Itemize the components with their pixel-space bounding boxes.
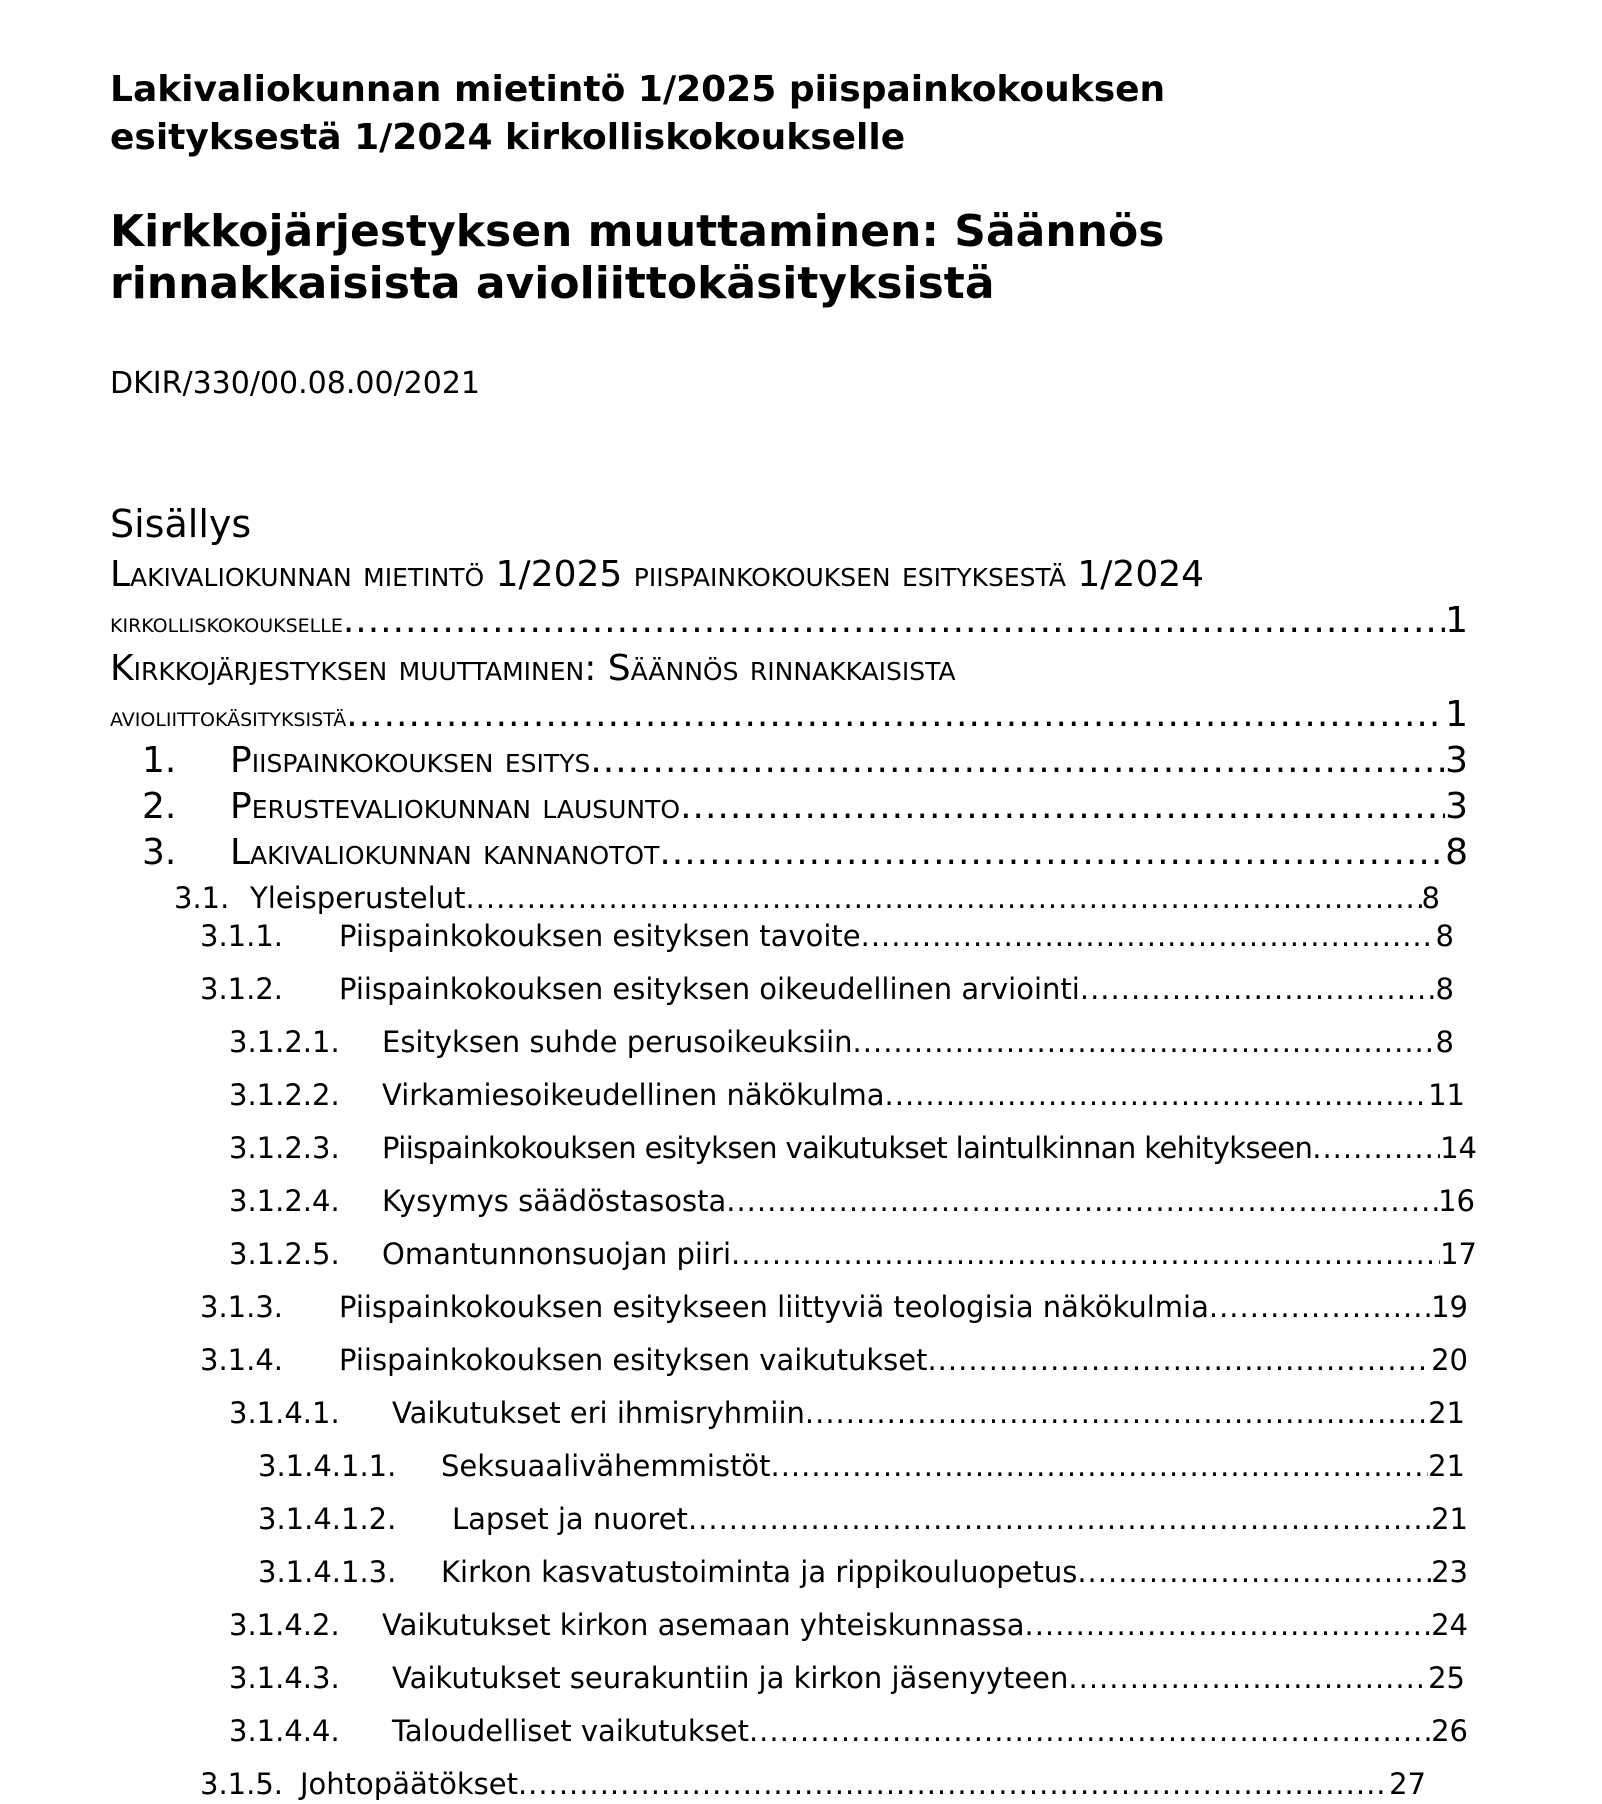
toc-item-3-1-4-2[interactable]: 3.1.4.2. Vaikutukset kirkon asemaan yhteiskunnassa ..... 24 [229,1605,1468,1645]
toc-entry-a-page: 1 [1445,600,1468,641]
toc-item-3[interactable]: 3. Lakivaliokunnan kannanotot ..... 8 [142,830,1468,876]
toc-leader-dots [659,830,1445,876]
report-title-line1: Lakivaliokunnan mietintö 1/2025 piispainkokouksen [110,69,1166,110]
toc-leader-dots [1209,1287,1431,1327]
toc-item-3-1-4-1[interactable]: 3.1.4.1. Vaikutukset eri ihmisryhmiin ..... 21 [229,1393,1465,1433]
toc-entry-a-line2-row[interactable] [110,598,1468,647]
toc-leader-dots [518,1764,1389,1804]
toc-item-3-1-1[interactable]: 3.1.1. Piispainkokouksen esityksen tavoite ..... 8 [200,916,1454,956]
toc-leader-dots [680,784,1445,830]
report-title-line2: esityksestä 1/2024 kirkolliskokoukselle [110,117,906,158]
toc-item-3-1-3[interactable]: 3.1.3. Piispainkokouksen esitykseen liittyviä teologisia näkökulmia ..... 19 [200,1287,1468,1327]
toc-title: Sisällys [110,502,252,546]
toc-item-3-1-5[interactable]: 3.1.5. Johtopäätökset ..... 27 [200,1764,1426,1804]
toc-leader-dots [590,738,1445,784]
toc-entry-a-line2: kirkolliskokoukselle [110,608,343,639]
toc-leader-dots [749,1711,1431,1751]
toc-item-3-1-4[interactable]: 3.1.4. Piispainkokouksen esityksen vaikutukset ..... 20 [200,1340,1468,1380]
toc-item-3-1-2-4[interactable]: 3.1.2.4. Kysymys säädöstasosta ..... 16 [229,1181,1475,1221]
toc-leader-dots [885,1075,1429,1115]
toc-item-3-1-2-3[interactable]: 3.1.2.3. Piispainkokouksen esityksen vaikutukset laintulkinnan kehitykseen ..... 14 [229,1128,1477,1168]
toc-leader-dots [861,916,1436,956]
toc-entry-a-line1[interactable]: Lakivaliokunnan mietintö 1/2025 piispainkokouksen esityksestä 1/2024 [110,554,1205,595]
toc-leader-dots [1068,1658,1428,1698]
toc-entry-b-line2-row[interactable] [110,692,1468,741]
toc-leader-dots [726,1181,1438,1221]
report-title [110,66,1410,162]
toc-item-3-1-4-1-1[interactable]: 3.1.4.1.1. Seksuaalivähemmistöt ..... 21 [258,1446,1465,1486]
report-subtitle [110,206,1410,310]
toc-item-3-1-4-3[interactable]: 3.1.4.3. Vaikutukset seurakuntiin ja kirkon jäsenyyteen ..... 25 [229,1658,1465,1698]
toc-leader-dots [465,878,1421,918]
toc-leader-dots [1312,1128,1440,1168]
toc-leader-dots [853,1022,1436,1062]
toc-item-3-1-4-1-2[interactable]: 3.1.4.1.2. Lapset ja nuoret ..... 21 [258,1499,1468,1539]
report-subtitle-line2: rinnakkaisista avioliittokäsityksistä [110,258,995,309]
toc-item-3-1-2[interactable]: 3.1.2. Piispainkokouksen esityksen oikeudellinen arviointi ..... 8 [200,969,1454,1009]
report-subtitle-line1: Kirkkojärjestyksen muuttaminen: Säännös [110,206,1165,257]
toc-leader-dots [343,598,1445,644]
toc-item-1[interactable]: 1. Piispainkokouksen esitys ..... 3 [142,738,1468,784]
toc-leader-dots [805,1393,1428,1433]
toc-item-3-1-4-4[interactable]: 3.1.4.4. Taloudelliset vaikutukset ..... 26 [229,1711,1468,1751]
toc-leader-dots [731,1234,1440,1274]
toc-leader-dots [771,1446,1429,1486]
toc-item-2[interactable]: 2. Perustevaliokunnan lausunto ..... 3 [142,784,1468,830]
toc-leader-dots [688,1499,1431,1539]
toc-leader-dots [927,1340,1431,1380]
toc-entry-b-page: 1 [1445,694,1468,735]
toc-leader-dots [1025,1605,1432,1645]
toc-leader-dots [1077,1552,1431,1592]
toc-item-3-1[interactable]: 3.1. Yleisperustelut ..... 8 [174,878,1440,918]
toc-item-3-1-4-1-3[interactable]: 3.1.4.1.3. Kirkon kasvatustoiminta ja rippikouluopetus ..... 23 [258,1552,1468,1592]
toc-item-3-1-2-1[interactable]: 3.1.2.1. Esityksen suhde perusoikeuksiin ..... 8 [229,1022,1454,1062]
toc-entry-b-line2: avioliittokäsityksistä [110,702,347,733]
toc-leader-dots [1080,969,1436,1009]
toc-leader-dots [346,692,1445,738]
toc-entry-b-line1[interactable]: Kirkkojärjestyksen muuttaminen: Säännös rinnakkaisista [110,648,956,689]
toc-item-3-1-2-2[interactable]: 3.1.2.2. Virkamiesoikeudellinen näkökulma ..... 11 [229,1075,1465,1115]
toc-item-3-1-2-5[interactable]: 3.1.2.5. Omantunnonsuojan piiri ..... 17 [229,1234,1477,1274]
document-id: DKIR/330/00.08.00/2021 [110,366,480,401]
